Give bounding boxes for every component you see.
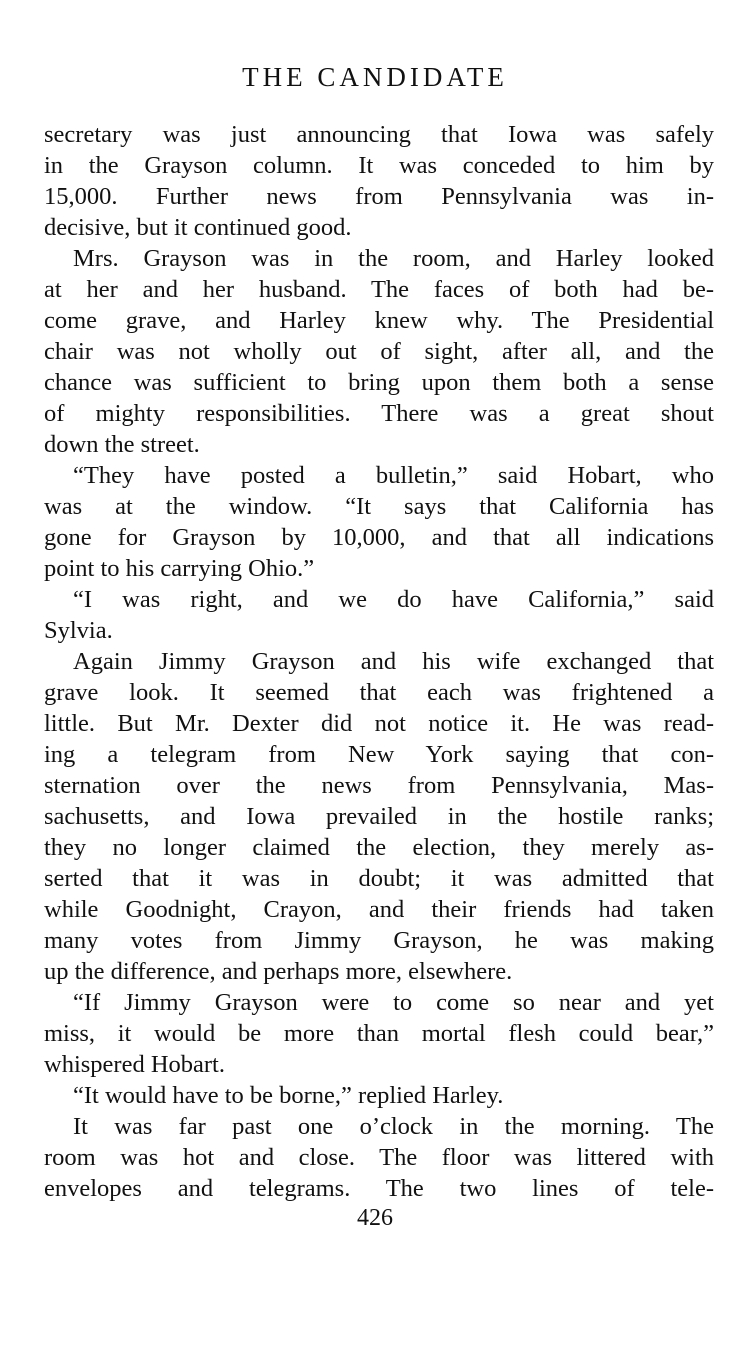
text-line: miss, it would be more than mortal flesh could bear,” [44, 1020, 714, 1047]
text-line: in the Grayson column. It was conceded to him by [44, 152, 714, 179]
text-line: gone for Grayson by 10,000, and that all indications [44, 524, 714, 551]
text-line: “They have posted a bulletin,” said Hobart, who [73, 462, 714, 489]
text-line: envelopes and telegrams. The two lines of tele- [44, 1175, 714, 1202]
text-line: room was hot and close. The floor was littered with [44, 1144, 714, 1171]
text-line: while Goodnight, Crayon, and their friends had taken [44, 896, 714, 923]
text-line: whispered Hobart. [44, 1051, 225, 1078]
text-line: sachusetts, and Iowa prevailed in the hostile ranks; [44, 803, 714, 830]
text-line: 15,000. Further news from Pennsylvania was in- [44, 183, 714, 210]
text-line: little. But Mr. Dexter did not notice it. He was read- [44, 710, 714, 737]
text-line: Mrs. Grayson was in the room, and Harley looked [73, 245, 714, 272]
text-line: come grave, and Harley knew why. The Presidential [44, 307, 714, 334]
text-line: ing a telegram from New York saying that con- [44, 741, 714, 768]
running-head: THE CANDIDATE [242, 62, 508, 92]
text-line: chair was not wholly out of sight, after all, and the [44, 338, 714, 365]
text-line: serted that it was in doubt; it was admitted that [44, 865, 714, 892]
text-line: “It would have to be borne,” replied Harley. [73, 1082, 504, 1109]
text-line: “If Jimmy Grayson were to come so near and yet [73, 989, 714, 1016]
text-line: sternation over the news from Pennsylvania, Mas- [44, 772, 714, 799]
text-line: Sylvia. [44, 617, 113, 644]
text-line: at her and her husband. The faces of both had be- [44, 276, 714, 303]
page-number: 426 [357, 1205, 393, 1231]
text-line: grave look. It seemed that each was frightened a [44, 679, 714, 706]
text-line: of mighty responsibilities. There was a great shout [44, 400, 714, 427]
body-text [44, 119, 714, 1204]
text-line: Again Jimmy Grayson and his wife exchanged that [73, 648, 714, 675]
text-line: many votes from Jimmy Grayson, he was making [44, 927, 714, 954]
text-line: “I was right, and we do have California,” said [73, 586, 714, 613]
text-line: chance was sufficient to bring upon them both a sense [44, 369, 714, 396]
text-line: was at the window. “It says that California has [44, 493, 714, 520]
text-line: they no longer claimed the election, they merely as- [44, 834, 714, 861]
text-line: down the street. [44, 431, 200, 458]
text-line: secretary was just announcing that Iowa was safely [44, 121, 714, 148]
text-line: decisive, but it continued good. [44, 214, 352, 241]
text-line: point to his carrying Ohio.” [44, 555, 315, 582]
text-line: It was far past one o’clock in the morning. The [73, 1113, 714, 1140]
text-line: up the difference, and perhaps more, elsewhere. [44, 958, 513, 985]
